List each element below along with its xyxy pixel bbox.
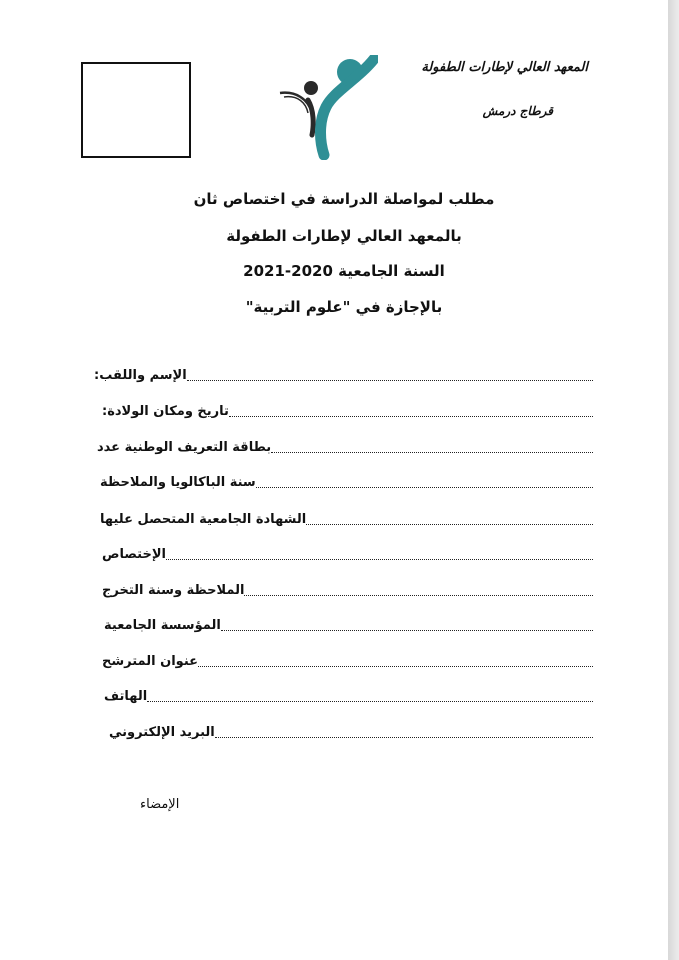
field-baccalaureate-year[interactable] bbox=[96, 469, 593, 491]
field-label: تاريخ ومكان الولادة: bbox=[102, 404, 229, 419]
field-full-name[interactable] bbox=[90, 362, 593, 384]
field-label: المؤسسة الجامعية bbox=[104, 618, 221, 633]
fill-in-line[interactable] bbox=[306, 524, 593, 525]
fill-in-line[interactable] bbox=[147, 701, 593, 702]
field-national-id[interactable] bbox=[93, 434, 593, 456]
fill-in-line[interactable] bbox=[187, 380, 593, 381]
institute-logo-icon bbox=[278, 55, 378, 160]
field-label: الهاتف bbox=[104, 689, 148, 704]
form-subtitle-year: السنة الجامعية 2020-2021 bbox=[243, 262, 445, 280]
field-university-institution[interactable] bbox=[100, 612, 593, 634]
field-label: بطاقة التعريف الوطنية عدد bbox=[97, 440, 272, 455]
field-label: الإسم واللقب: bbox=[94, 368, 187, 383]
field-candidate-address[interactable] bbox=[98, 648, 593, 670]
field-label: عنوان المترشح bbox=[102, 654, 199, 669]
fill-in-line[interactable] bbox=[229, 416, 593, 417]
institution-name: المعهد العالي لإطارات الطفولة bbox=[421, 60, 588, 75]
fill-in-line[interactable] bbox=[215, 737, 593, 738]
field-label: سنة الباكالويا والملاحظة bbox=[100, 475, 256, 490]
fill-in-line[interactable] bbox=[256, 487, 593, 488]
field-email[interactable] bbox=[105, 719, 593, 741]
field-specialization[interactable] bbox=[98, 541, 593, 563]
field-label: البريد الإلكتروني bbox=[109, 725, 215, 740]
page-edge bbox=[668, 0, 679, 960]
fill-in-line[interactable] bbox=[166, 559, 593, 560]
signature-label: الإمضاء bbox=[140, 797, 180, 812]
fill-in-line[interactable] bbox=[244, 595, 593, 596]
field-birth-date-place[interactable] bbox=[98, 398, 593, 420]
form-subtitle-degree: بالإجازة في "علوم التربية" bbox=[245, 298, 443, 316]
fill-in-line[interactable] bbox=[221, 630, 593, 631]
field-label: الإختصاص bbox=[102, 547, 166, 562]
form-title: مطلب لمواصلة الدراسة في اختصاص ثان bbox=[193, 190, 495, 208]
institution-city: قرطاج درمش bbox=[482, 104, 553, 118]
fill-in-line[interactable] bbox=[271, 452, 593, 453]
field-label: الشهادة الجامعية المتحصل عليها bbox=[100, 512, 307, 527]
field-graduation-year[interactable] bbox=[98, 577, 593, 599]
field-label: الملاحظة وسنة التخرج bbox=[102, 583, 245, 598]
photo-box bbox=[81, 62, 191, 158]
fill-in-line[interactable] bbox=[198, 666, 593, 667]
field-university-degree[interactable] bbox=[96, 506, 593, 528]
form-subtitle-institution: بالمعهد العالي لإطارات الطفولة bbox=[226, 227, 462, 245]
field-phone[interactable] bbox=[100, 683, 593, 705]
